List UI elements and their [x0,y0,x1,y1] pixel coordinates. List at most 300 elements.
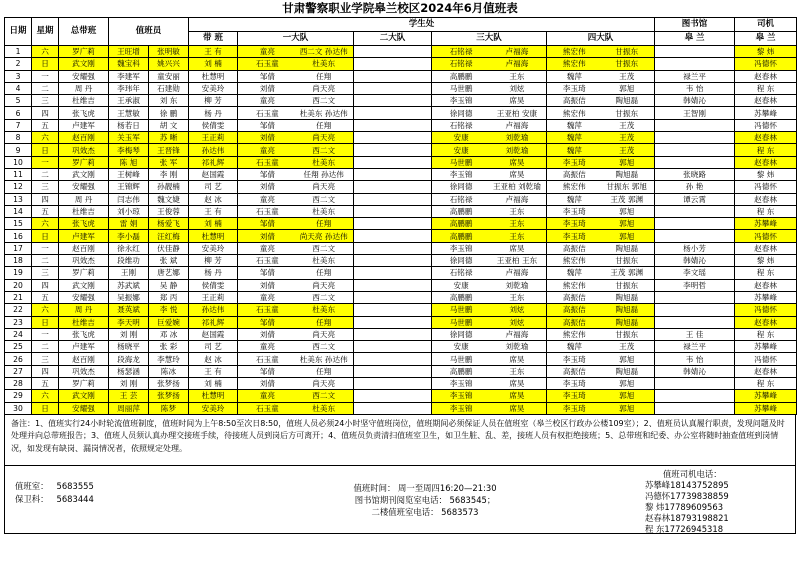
library-phone: 图书馆期刊阅览室电话： 5683545； [354,494,496,505]
member-name: 邹倩 [259,170,275,180]
chief-cell: 赵百刚 [59,242,109,254]
chief-cell: 巩效杰 [59,144,109,156]
brigade-3-cell [432,390,547,402]
lead-cell: 王 有 [189,365,238,377]
lead-cell: 王正莉 [189,132,238,144]
library-cell [655,230,735,242]
member-name: 西二文 [312,342,336,352]
brigade-1-cell [238,378,354,390]
member-name: 杜美东 [312,256,336,266]
staff-cell: 杨晓平 [109,341,149,353]
brigade-4-cell [547,156,655,168]
library-cell: 韩婧沁 [655,365,735,377]
member-name: 熊宏伟 [562,59,586,69]
member-name: 石玉童 [255,256,279,266]
brigade-2-cell [354,58,432,70]
brigade-4-cell [547,193,655,205]
weekday-cell: 六 [32,304,59,316]
driver-cell: 程 东 [735,82,797,94]
brigade-2-cell [354,156,432,168]
member-name: 李玉琦 [562,207,586,216]
driver-cell: 苏攀峰 [735,402,797,414]
brigade-1-cell [238,168,354,180]
date-cell: 5 [5,95,32,107]
driver-cell: 程 东 [735,205,797,217]
staff-cell: 张梦扬 [149,378,189,390]
chief-cell: 杜维吉 [59,316,109,328]
brigade-2-cell [354,46,432,58]
weekday-cell: 三 [32,181,59,193]
member-name: 刘倩 [259,182,275,192]
member-name: 高振佶 [562,243,586,253]
weekday-cell: 六 [32,218,59,230]
member-name: 陶旭磊 [615,366,639,376]
member-name: 王亚柏 安康 [496,108,538,118]
brigade-2-cell [354,193,432,205]
member-name: 石玉童 [255,59,279,69]
member-name: 石铭禄 [449,47,473,57]
library-cell: 禄兰平 [655,70,735,82]
weekday-cell: 一 [32,70,59,82]
member-name: 高振佶 [562,366,586,376]
member-name: 李玉锦 [449,96,473,106]
member-name: 尚天亮 [312,280,336,290]
date-cell: 1 [5,46,32,58]
member-name: 杜美东 [312,403,336,413]
member-name: 童亮 [259,391,275,401]
library-info [305,482,545,518]
chief-cell: 张飞虎 [59,107,109,119]
header-library: 图书馆 [655,18,735,32]
library-cell: 谭云霄 [655,193,735,205]
member-name: 童亮 [259,96,275,106]
staff-cell: 巨爱婉 [149,316,189,328]
weekday-cell: 三 [32,267,59,279]
member-name: 安康 [453,133,469,143]
weekday-cell: 六 [32,46,59,58]
member-name: 刘乾瑜 [505,145,529,155]
member-name: 马世鹏 [449,84,473,94]
table-row [5,304,797,316]
member-name: 郭旭 [619,219,635,229]
brigade-2-cell [354,119,432,131]
date-cell: 23 [5,316,32,328]
brigade-4-cell [547,168,655,180]
driver-cell: 冯德怀 [735,353,797,365]
member-name: 高振佶 [562,293,586,303]
member-name: 王茂 [619,120,635,130]
weekday-cell: 一 [32,328,59,340]
member-name: 魏萍 [566,268,582,278]
brigade-2-cell [354,279,432,291]
brigade-4-cell [547,46,655,58]
staff-cell: 王锦辉 [109,181,149,193]
staff-cell: 李玮年 [109,82,149,94]
member-name: 熊宏伟 [562,329,586,339]
member-name: 石铭禄 [449,59,473,69]
brigade-4-cell [547,107,655,119]
member-name: 王亚柏 王东 [496,256,538,266]
brigade-3-cell [432,144,547,156]
staff-cell: 雷 娟 [109,218,149,230]
date-cell: 30 [5,402,32,414]
member-name: 王亚柏 刘乾瑜 [492,182,541,192]
date-cell: 4 [5,82,32,94]
brigade-3-cell [432,291,547,303]
staff-cell: 吴 静 [149,279,189,291]
member-name: 魏萍 [566,194,582,204]
member-name: 邹倩 [259,268,275,278]
member-name: 陶旭磊 [615,243,639,253]
member-name: 童亮 [259,293,275,303]
brigade-1-cell [238,230,354,242]
brigade-1-cell [238,255,354,267]
staff-cell: 王慧敏 [109,107,149,119]
staff-cell: 李建军 [109,70,149,82]
library-cell: 杨小芳 [655,242,735,254]
table-row [5,218,797,230]
weekday-cell: 二 [32,168,59,180]
table-row [5,95,797,107]
lead-cell: 赵国霞 [189,328,238,340]
lead-cell: 安美玲 [189,402,238,414]
chief-cell: 安耀强 [59,402,109,414]
chief-cell: 罗广莉 [59,267,109,279]
member-name: 西二文 [312,293,336,303]
staff-cell: 张明敏 [149,46,189,58]
member-name: 席昊 [509,403,525,413]
member-name: 李玉琦 [562,391,586,401]
brigade-2-cell [354,378,432,390]
member-name: 徐同德 [449,329,473,339]
brigade-4-cell [547,390,655,402]
table-row [5,193,797,205]
brigade-1-cell [238,181,354,193]
member-name: 卢福海 [505,329,529,339]
chief-cell: 周 丹 [59,304,109,316]
brigade-4-cell [547,304,655,316]
member-name: 杜美东 孙达伟 [299,108,348,118]
member-name: 席昊 [509,157,525,167]
weekday-cell: 一 [32,156,59,168]
driver-cell: 冯德怀 [735,304,797,316]
library-cell [655,205,735,217]
date-cell: 29 [5,390,32,402]
date-cell: 18 [5,255,32,267]
contact-footer [4,466,796,534]
member-name: 李玉琦 [562,354,586,364]
member-name: 西二文 [312,194,336,204]
member-name: 魏萍 [566,342,582,352]
duty-roster-sheet [4,0,796,534]
date-cell: 28 [5,378,32,390]
chief-cell: 安耀强 [59,291,109,303]
weekday-cell: 四 [32,279,59,291]
date-cell: 10 [5,156,32,168]
lead-cell: 孙达伟 [189,144,238,156]
brigade-1-cell [238,193,354,205]
date-cell: 26 [5,353,32,365]
table-row [5,390,797,402]
brigade-3-cell [432,304,547,316]
brigade-2-cell [354,390,432,402]
driver-cell: 赵春林 [735,132,797,144]
lead-cell: 安美玲 [189,242,238,254]
table-row [5,205,797,217]
member-name: 熊宏伟 [562,280,586,290]
member-name: 刘乾瑜 [505,133,529,143]
brigade-3-cell [432,95,547,107]
weekday-cell: 四 [32,107,59,119]
member-name: 李玉锦 [449,243,473,253]
driver-cell: 程 东 [735,328,797,340]
library-cell: 韦 怡 [655,353,735,365]
weekday-cell: 一 [32,242,59,254]
brigade-3-cell [432,402,547,414]
brigade-3-cell [432,119,547,131]
member-name: 陶旭磊 [615,293,639,303]
driver-phone: 冯德怀17739838859 [645,490,729,501]
weekday-cell: 日 [32,316,59,328]
brigade-3-cell [432,193,547,205]
weekday-cell: 日 [32,230,59,242]
member-name: 刘炫 [509,84,525,94]
driver-phone: 赵春林18793198821 [645,512,729,523]
staff-cell: 段维功 [109,255,149,267]
member-name: 甘振东 [615,329,639,339]
driver-phones-header: 值班司机电话： [663,468,722,479]
staff-cell: 王刚 [109,267,149,279]
member-name: 席昊 [509,379,525,389]
member-name: 杜美东 [312,157,336,167]
library-cell: 孙 艳 [655,181,735,193]
lead-cell: 侯倩雯 [189,119,238,131]
weekday-cell: 日 [32,144,59,156]
driver-phone: 程 东17726945318 [645,523,724,534]
chief-cell: 赵百刚 [59,353,109,365]
chief-cell: 武文刚 [59,168,109,180]
brigade-4-cell [547,279,655,291]
member-name: 王东 [509,231,525,241]
lead-cell: 柳 芳 [189,255,238,267]
member-name: 马世鹏 [449,305,473,315]
lead-cell: 杜慧明 [189,230,238,242]
staff-cell: 魏文婕 [149,193,189,205]
member-name: 高振佶 [562,170,586,180]
brigade-4-cell [547,365,655,377]
staff-cell: 李小磊 [109,230,149,242]
library-cell [655,156,735,168]
driver-cell: 赵春林 [735,279,797,291]
member-name: 李玉琦 [562,379,586,389]
table-row [5,156,797,168]
member-name: 尚天亮 [312,329,336,339]
date-cell: 9 [5,144,32,156]
brigade-2-cell [354,82,432,94]
brigade-4-cell [547,316,655,328]
member-name: 李玉琦 [562,157,586,167]
brigade-3-cell [432,168,547,180]
chief-cell: 张飞虎 [59,328,109,340]
member-name: 王东 [509,219,525,229]
member-name: 王茂 [619,342,635,352]
driver-cell: 苏攀峰 [735,291,797,303]
member-name: 李玉琦 [562,84,586,94]
brigade-3-cell [432,205,547,217]
member-name: 卢福海 [505,268,529,278]
lead-cell: 祁礼辉 [189,156,238,168]
staff-cell: 伏佳静 [149,242,189,254]
member-name: 刘炫 [509,305,525,315]
driver-cell: 程 东 [735,267,797,279]
weekday-cell: 六 [32,132,59,144]
member-name: 陶旭磊 [615,170,639,180]
duty-table [4,17,797,415]
library-cell: 李明哲 [655,279,735,291]
chief-cell: 巩效杰 [59,365,109,377]
driver-cell: 黎 炜 [735,46,797,58]
staff-cell: 郑 丙 [149,291,189,303]
brigade-3-cell [432,267,547,279]
member-name: 童亮 [259,194,275,204]
brigade-4-cell [547,144,655,156]
table-row [5,402,797,414]
member-name: 尚天亮 [312,84,336,94]
member-name: 童亮 [259,243,275,253]
library-cell: 张晓路 [655,168,735,180]
brigade-4-cell [547,218,655,230]
brigade-3-cell [432,353,547,365]
lead-cell: 司 艺 [189,181,238,193]
weekday-cell: 五 [32,378,59,390]
brigade-2-cell [354,132,432,144]
member-name: 尚天亮 孙达伟 [299,231,348,241]
header-date: 日期 [5,18,32,46]
brigade-2-cell [354,181,432,193]
member-name: 刘倩 [259,379,275,389]
member-name: 陶旭磊 [615,96,639,106]
member-name: 任翔 [316,317,332,327]
brigade-2-cell [354,230,432,242]
date-cell: 24 [5,328,32,340]
brigade-1-cell [238,218,354,230]
chief-cell: 周 丹 [59,193,109,205]
driver-cell: 苏攀峰 [735,107,797,119]
library-cell [655,58,735,70]
member-name: 石铭禄 [449,268,473,278]
brigade-2-cell [354,353,432,365]
library-cell [655,304,735,316]
brigade-3-cell [432,279,547,291]
brigade-3-cell [432,328,547,340]
library-hours: 值班时间： 周一至周四16:20—21:30 [353,482,497,493]
library-cell: 王 佳 [655,328,735,340]
member-name: 马世鹏 [449,317,473,327]
brigade-2-cell [354,107,432,119]
library-cell: 韩婧沁 [655,95,735,107]
table-row [5,58,797,70]
staff-cell: 石建勋 [149,82,189,94]
member-name: 高振佶 [562,317,586,327]
member-name: 邹倩 [259,366,275,376]
chief-cell: 安耀强 [59,70,109,82]
chief-cell: 罗广莉 [59,156,109,168]
table-row [5,132,797,144]
staff-cell: 陈冰 [149,365,189,377]
table-row [5,46,797,58]
brigade-2-cell [354,365,432,377]
member-name: 郭旭 [619,391,635,401]
member-name: 席昊 [509,391,525,401]
driver-phones [645,469,729,535]
table-row [5,82,797,94]
lead-cell: 祁礼辉 [189,316,238,328]
date-cell: 15 [5,218,32,230]
brigade-2-cell [354,144,432,156]
member-name: 徐同德 [449,182,473,192]
brigade-4-cell [547,328,655,340]
staff-cell: 王旺增 [109,46,149,58]
table-row [5,341,797,353]
weekday-cell: 三 [32,95,59,107]
table-row [5,291,797,303]
library-cell [655,402,735,414]
staff-cell: 王俊蓉 [149,205,189,217]
member-name: 童亮 [259,47,275,57]
brigade-3-cell [432,70,547,82]
date-cell: 14 [5,205,32,217]
chief-cell: 罗广莉 [59,378,109,390]
table-row [5,168,797,180]
brigade-4-cell [547,132,655,144]
date-cell: 17 [5,242,32,254]
brigade-1-cell [238,390,354,402]
member-name: 卢福海 [505,59,529,69]
brigade-1-cell [238,70,354,82]
brigade-1-cell [238,107,354,119]
member-name: 石玉童 [255,157,279,167]
duty-room-label: 值班室： [15,480,49,491]
member-name: 尚天亮 [312,379,336,389]
library-cell [655,378,735,390]
member-name: 任翔 [316,366,332,376]
date-cell: 22 [5,304,32,316]
chief-cell: 张飞虎 [59,218,109,230]
member-name: 邹倩 [259,120,275,130]
library-cell: 韩婧沁 [655,255,735,267]
header-brigade-1: 一大队 [238,32,354,46]
member-name: 西二文 [312,96,336,106]
member-name: 安康 [453,145,469,155]
staff-cell: 徐永红 [109,242,149,254]
chief-cell: 赵百刚 [59,132,109,144]
driver-cell: 程 东 [735,144,797,156]
driver-cell: 冯德怀 [735,119,797,131]
member-name: 王茂 [619,71,635,81]
driver-cell: 程 东 [735,378,797,390]
member-name: 马世鹏 [449,157,473,167]
table-row [5,242,797,254]
member-name: 石玉童 [255,403,279,413]
member-name: 陶旭磊 [615,317,639,327]
member-name: 高鹏鹏 [449,71,473,81]
member-name: 甘振东 [615,108,639,118]
member-name: 席昊 [509,96,525,106]
brigade-3-cell [432,58,547,70]
member-name: 西二文 孙达伟 [299,47,348,57]
chief-cell: 卢建军 [59,341,109,353]
chief-cell: 罗广莉 [59,46,109,58]
